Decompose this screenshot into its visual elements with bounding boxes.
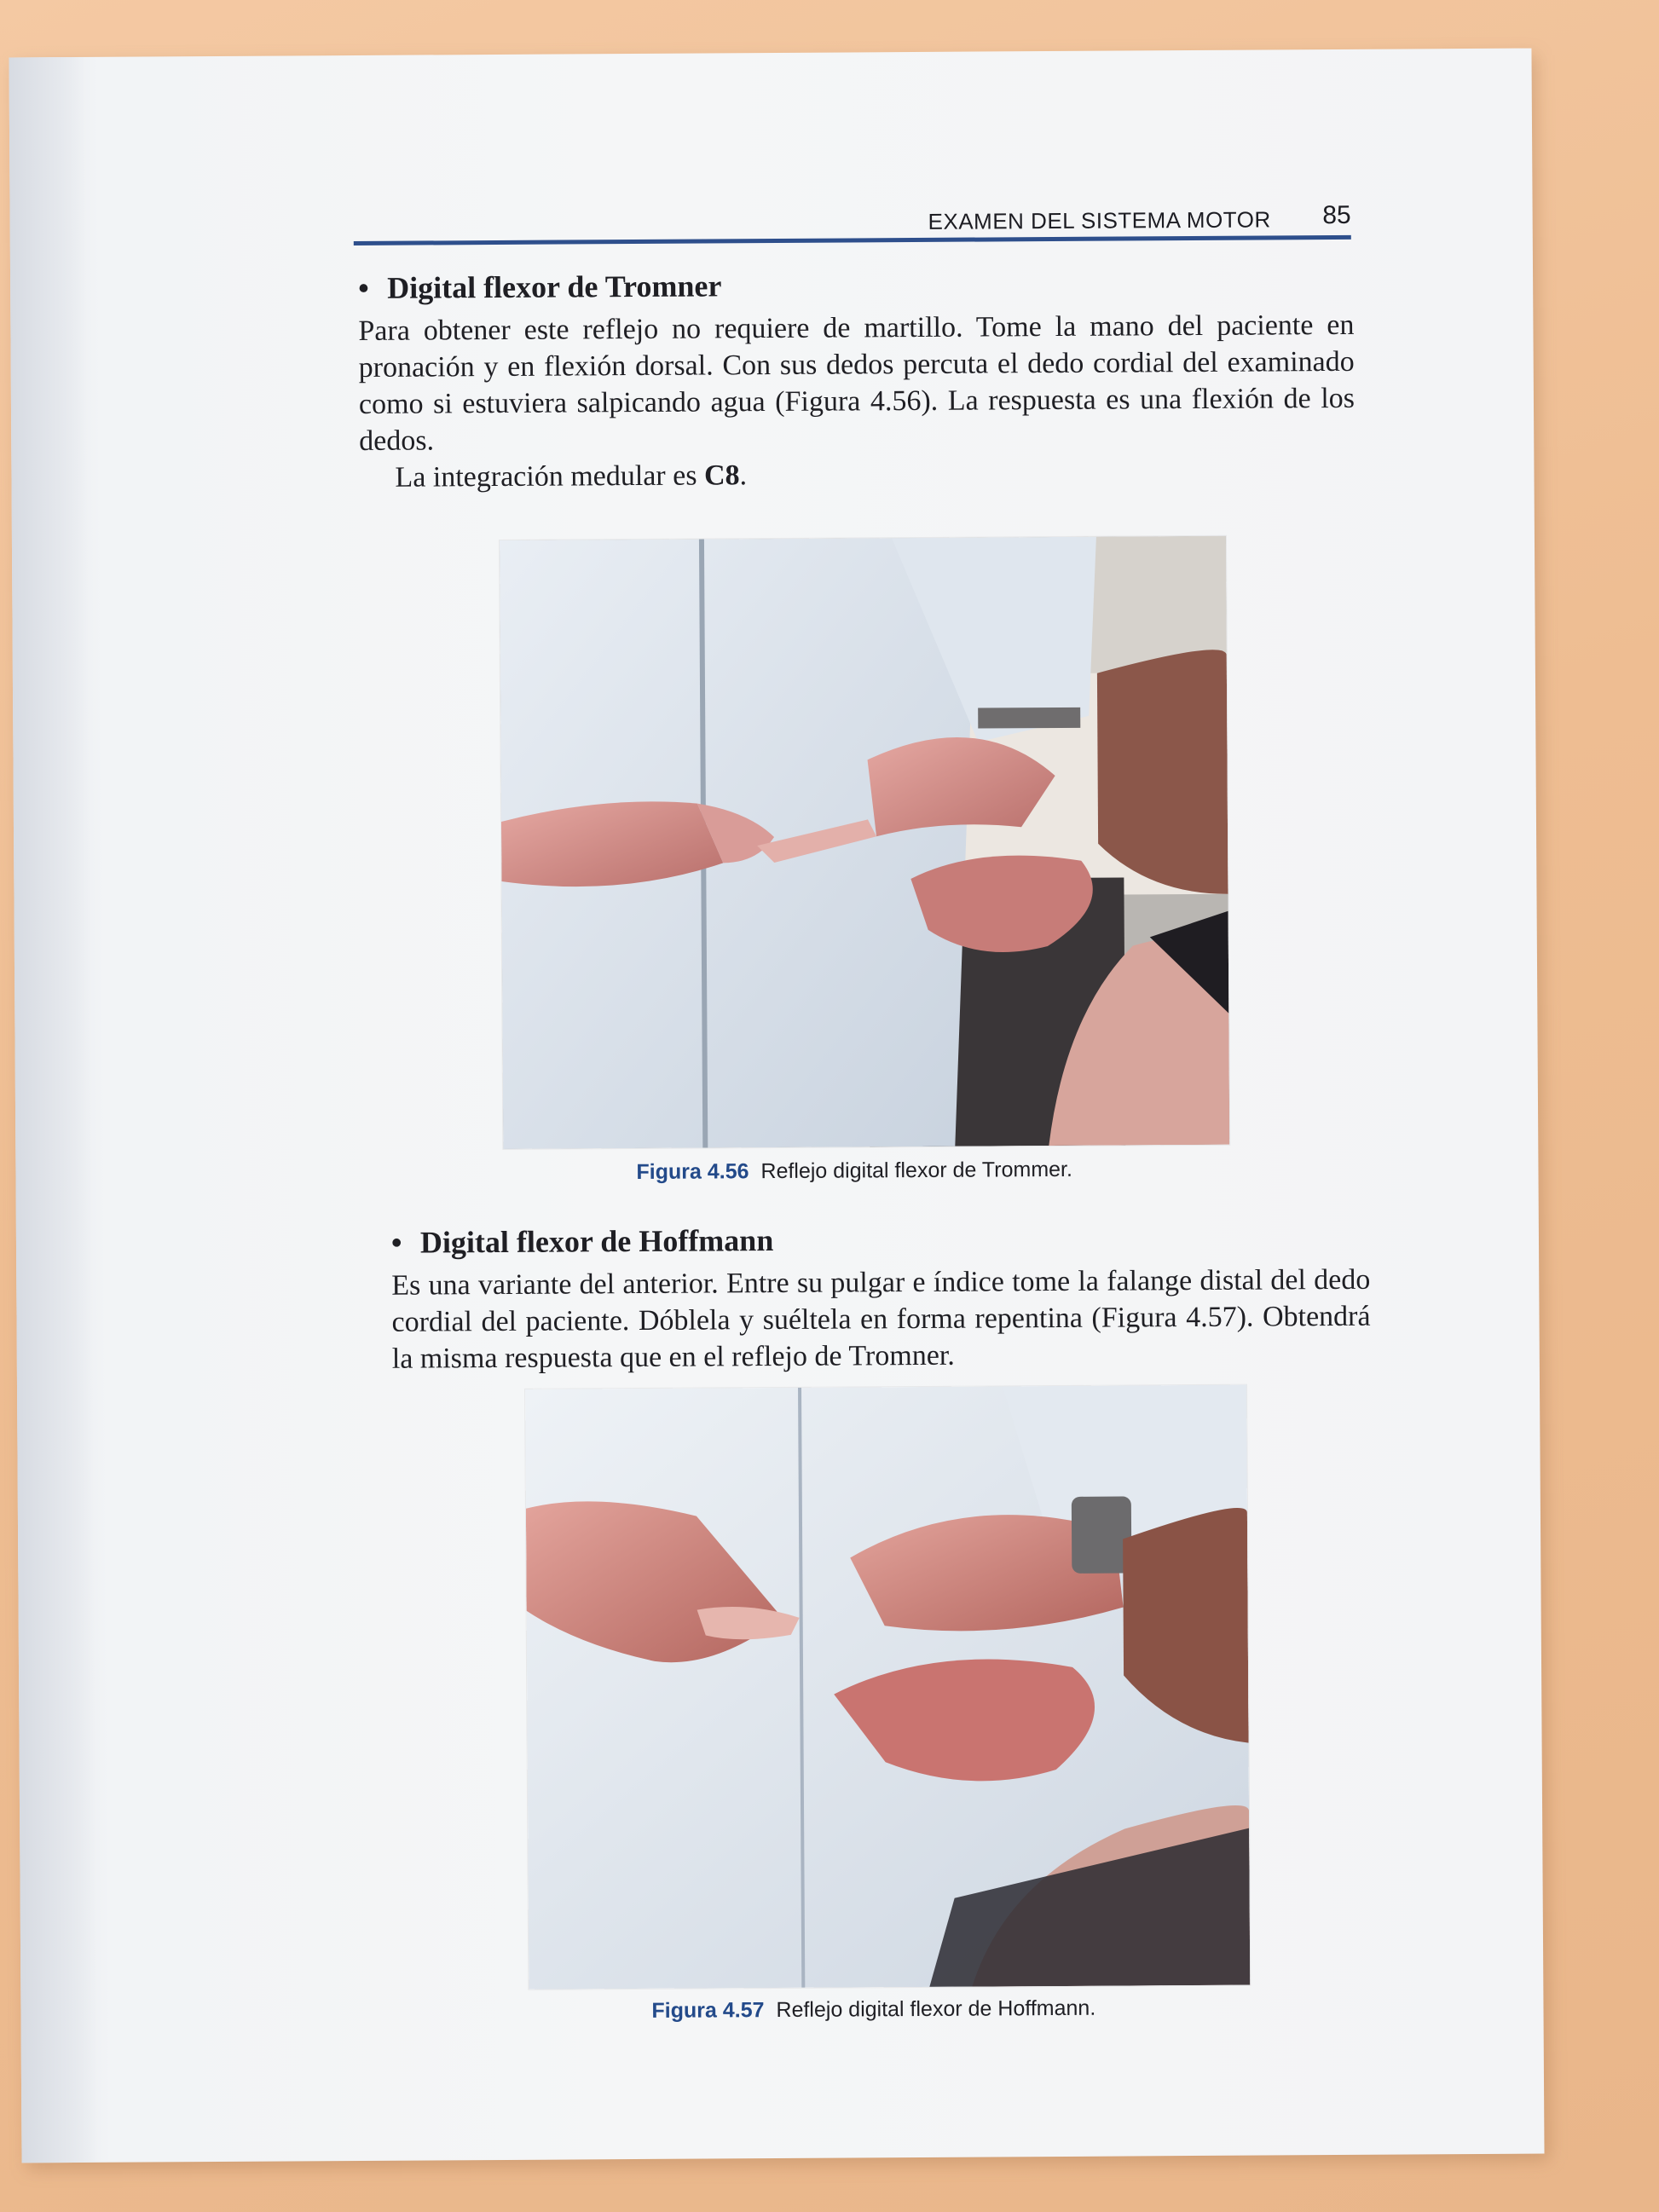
section-tromner: [358, 264, 1356, 496]
body-paragraph: Para obtener este reflejo no requiere de martillo. Tome la mano del paciente en pronación y en flexión dorsal. Con sus dedos percuta el dedo cordial del examinado como si estuviera salpicando agua (Figura 4.56). La respuesta es una flexión de los dedos.: [358, 309, 1356, 457]
section-title-text: Digital flexor de Tromner: [387, 269, 722, 305]
figure-caption-4-57: [651, 1996, 1095, 2024]
integration-line: [359, 453, 1355, 496]
figure-label: Figura 4.57: [651, 1998, 765, 2023]
body-paragraph: Es una variante del anterior. Entre su pulgar e índice tome la falange distal del dedo cordial del paciente. Dóblela y suéltela en forma repentina (Figura 4.57). Obtendrá la misma respuesta que en el reflejo de Tromner.: [391, 1263, 1371, 1375]
page-header: [353, 152, 1351, 243]
integration-value: C8: [703, 459, 740, 492]
photo-illustration: [500, 536, 1229, 1149]
section-title: [391, 1219, 1370, 1261]
section-hoffmann: [391, 1219, 1371, 1377]
bullet: •: [390, 1225, 402, 1260]
running-head: EXAMEN DEL SISTEMA MOTOR: [928, 206, 1271, 234]
figure-caption-text: Reflejo digital flexor de Hoffmann.: [776, 1995, 1096, 2023]
figure-label: Figura 4.56: [636, 1159, 749, 1185]
integration-suffix: .: [739, 459, 748, 492]
figure-caption-text: Reflejo digital flexor de Trommer.: [760, 1157, 1072, 1184]
integration-prefix: La integración medular es: [395, 459, 705, 494]
section-title-text: Digital flexor de Hoffmann: [419, 1223, 774, 1260]
figure-photo-hoffmann: [525, 1385, 1250, 1990]
page-gutter: [9, 57, 98, 2163]
book-page: [9, 49, 1544, 2163]
bullet: •: [358, 270, 369, 305]
photo-illustration: [525, 1385, 1250, 1990]
section-title: [358, 264, 1354, 306]
figure-photo-tromner: [500, 536, 1229, 1149]
page-number: 85: [1322, 200, 1351, 230]
header-rule: [354, 235, 1351, 245]
figure-caption-4-56: [636, 1158, 1072, 1185]
